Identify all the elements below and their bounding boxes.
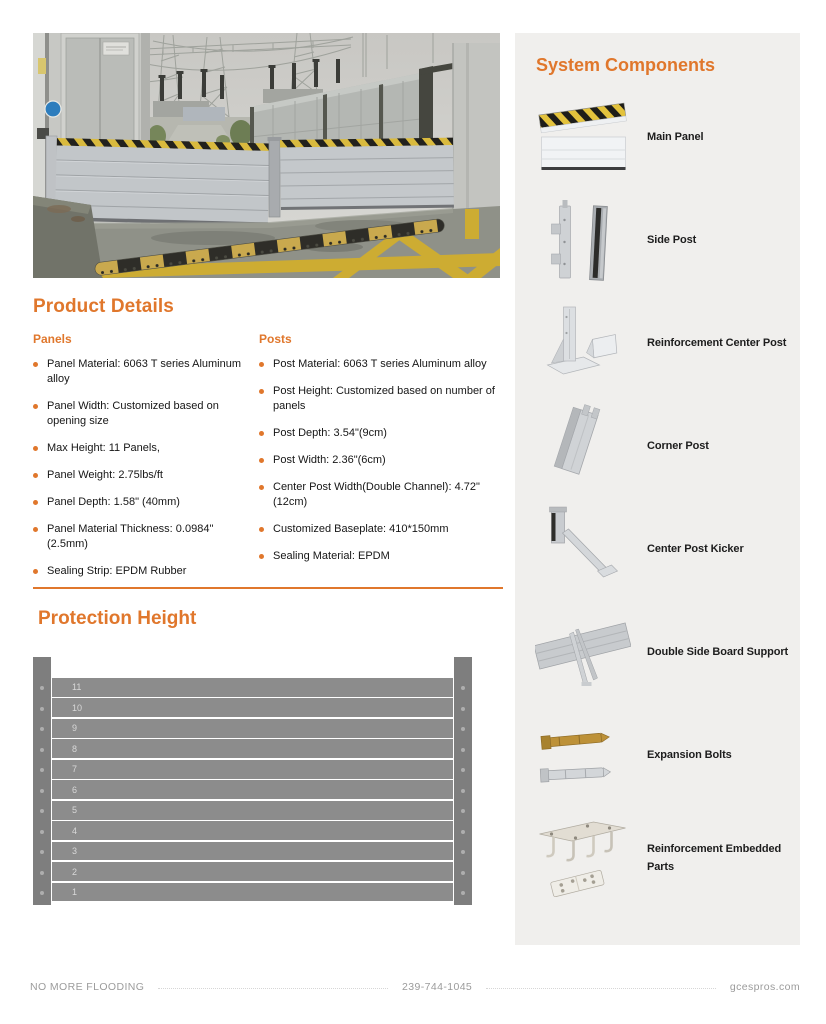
component-label: Double Side Board Support bbox=[647, 645, 789, 658]
bolt-dot-icon bbox=[461, 748, 465, 752]
bullet-dot-icon bbox=[259, 389, 264, 394]
bolt-dot-icon bbox=[40, 789, 44, 793]
component-label: Expansion Bolts bbox=[647, 748, 732, 761]
component-item bbox=[527, 189, 792, 292]
side-post-icon bbox=[535, 196, 631, 286]
bolt-dot-icon bbox=[40, 727, 44, 731]
panel-number: 6 bbox=[72, 784, 78, 795]
dot-cell bbox=[33, 740, 51, 761]
component-image bbox=[527, 811, 639, 906]
component-image bbox=[527, 399, 639, 494]
posts-heading: Posts bbox=[259, 332, 292, 346]
main-panel-icon bbox=[535, 93, 631, 183]
spec-text: Panel Material: 6063 T series Aluminum alloy bbox=[47, 358, 242, 385]
dot-cell bbox=[33, 719, 51, 740]
bolt-dot-icon bbox=[40, 809, 44, 813]
footer-phone: 239-744-1045 bbox=[401, 981, 473, 993]
bolt-dot-icon bbox=[40, 748, 44, 752]
stacked-panel bbox=[52, 760, 453, 779]
stacked-panel bbox=[52, 862, 453, 881]
diagram-right-post bbox=[454, 657, 472, 905]
bullet-dot-icon bbox=[33, 500, 38, 505]
spec-text: Customized Baseplate: 410*150mm bbox=[273, 523, 449, 535]
bullet-dot-icon bbox=[259, 485, 264, 490]
component-label: Side Post bbox=[647, 233, 697, 246]
reinforcement-embedded-parts-icon bbox=[535, 814, 631, 904]
bolt-dot-icon bbox=[461, 727, 465, 731]
dot-cell bbox=[33, 781, 51, 802]
spec-item bbox=[33, 564, 245, 579]
component-label: Corner Post bbox=[647, 439, 709, 452]
bolt-dot-icon bbox=[461, 891, 465, 895]
bolt-dot-icon bbox=[461, 850, 465, 854]
protection-height-diagram bbox=[33, 657, 472, 905]
expansion-bolts-icon bbox=[535, 711, 631, 801]
component-image bbox=[527, 708, 639, 803]
bolt-dot-icon bbox=[461, 809, 465, 813]
corner-post-icon bbox=[535, 402, 631, 492]
panel-number: 11 bbox=[72, 682, 82, 693]
bolt-dot-icon bbox=[40, 850, 44, 854]
panels-spec-list bbox=[33, 357, 245, 579]
dot-cell bbox=[454, 883, 472, 904]
installation-photo bbox=[33, 33, 500, 278]
spec-item bbox=[259, 426, 503, 441]
bullet-dot-icon bbox=[259, 431, 264, 436]
spec-text: Post Width: 2.36"(6cm) bbox=[273, 454, 386, 466]
component-item bbox=[527, 395, 792, 498]
stacked-panel bbox=[52, 883, 453, 902]
dot-cell bbox=[33, 699, 51, 720]
bullet-dot-icon bbox=[259, 362, 264, 367]
dot-cell bbox=[33, 883, 51, 904]
panel-number: 1 bbox=[72, 887, 78, 898]
bolt-dot-icon bbox=[40, 871, 44, 875]
component-image bbox=[527, 193, 639, 288]
panel-number: 10 bbox=[72, 702, 83, 713]
dot-cell bbox=[454, 801, 472, 822]
spec-text: Center Post Width(Double Channel): 4.72"(12cm) bbox=[273, 481, 480, 508]
spec-item bbox=[259, 384, 503, 414]
dot-cell bbox=[454, 740, 472, 761]
component-label: Reinforcement Embedded Parts bbox=[647, 843, 782, 873]
dot-cell bbox=[454, 842, 472, 863]
panels-column bbox=[33, 332, 245, 591]
stacked-panel bbox=[52, 719, 453, 738]
bullet-dot-icon bbox=[33, 362, 38, 367]
spec-text: Panel Material Thickness: 0.0984" (2.5mm) bbox=[47, 523, 214, 550]
spec-text: Panel Width: Customized based on opening size bbox=[47, 400, 219, 427]
spec-item bbox=[33, 399, 245, 429]
panel-number: 2 bbox=[72, 866, 78, 877]
stacked-panel bbox=[52, 739, 453, 758]
stacked-panel bbox=[52, 842, 453, 861]
bolt-dot-icon bbox=[461, 830, 465, 834]
bullet-dot-icon bbox=[33, 527, 38, 532]
spec-item bbox=[259, 480, 503, 510]
footer bbox=[30, 981, 800, 993]
component-item bbox=[527, 292, 792, 395]
spec-item bbox=[33, 495, 245, 510]
stacked-panel bbox=[52, 821, 453, 840]
reinforcement-center-post-icon bbox=[535, 299, 631, 389]
system-components-sidebar bbox=[515, 33, 800, 945]
bullet-dot-icon bbox=[33, 569, 38, 574]
spec-columns bbox=[33, 332, 503, 591]
bolt-dot-icon bbox=[40, 830, 44, 834]
dot-cell bbox=[33, 822, 51, 843]
dotted-leader bbox=[486, 988, 716, 989]
bolt-dot-icon bbox=[40, 891, 44, 895]
panel-number: 3 bbox=[72, 846, 78, 857]
dot-cell bbox=[454, 781, 472, 802]
bullet-dot-icon bbox=[33, 473, 38, 478]
posts-column bbox=[259, 332, 503, 591]
dot-cell bbox=[454, 699, 472, 720]
spec-item bbox=[33, 468, 245, 483]
spec-item bbox=[259, 549, 503, 564]
diagram-left-post bbox=[33, 657, 51, 905]
component-image bbox=[527, 502, 639, 597]
bolt-dot-icon bbox=[40, 686, 44, 690]
bolt-dot-icon bbox=[461, 707, 465, 711]
product-details-section bbox=[33, 296, 503, 591]
spec-item bbox=[33, 522, 245, 552]
spec-text: Panel Weight: 2.75lbs/ft bbox=[47, 469, 163, 481]
component-item bbox=[527, 601, 792, 704]
spec-text: Post Depth: 3.54"(9cm) bbox=[273, 427, 387, 439]
panel-number: 4 bbox=[72, 825, 78, 836]
spec-text: Sealing Material: EPDM bbox=[273, 550, 390, 562]
system-components-title: System Components bbox=[536, 55, 716, 75]
component-item bbox=[527, 704, 792, 807]
posts-spec-list bbox=[259, 357, 503, 564]
bullet-dot-icon bbox=[33, 404, 38, 409]
product-details-title: Product Details bbox=[33, 296, 174, 317]
panel-number: 8 bbox=[72, 743, 78, 754]
protection-height-title: Protection Height bbox=[38, 608, 197, 629]
dot-cell bbox=[454, 863, 472, 884]
barrier-photo-graphic bbox=[33, 33, 500, 278]
spec-text: Panel Depth: 1.58" (40mm) bbox=[47, 496, 180, 508]
bullet-dot-icon bbox=[33, 446, 38, 451]
spec-text: Sealing Strip: EPDM Rubber bbox=[47, 565, 187, 577]
components-list bbox=[515, 86, 800, 910]
dot-cell bbox=[33, 760, 51, 781]
stacked-panel bbox=[52, 678, 453, 697]
stacked-panel bbox=[52, 801, 453, 820]
spec-text: Max Height: 11 Panels, bbox=[47, 442, 160, 454]
stacked-panel bbox=[52, 780, 453, 799]
dotted-leader bbox=[158, 988, 388, 989]
dot-cell bbox=[33, 863, 51, 884]
spec-text: Post Material: 6063 T series Aluminum alloy bbox=[273, 358, 487, 370]
spec-item bbox=[259, 522, 503, 537]
component-image bbox=[527, 296, 639, 391]
bolt-dot-icon bbox=[461, 871, 465, 875]
spec-item bbox=[33, 357, 245, 387]
bolt-dot-icon bbox=[461, 686, 465, 690]
dot-cell bbox=[33, 842, 51, 863]
bullet-dot-icon bbox=[259, 527, 264, 532]
dot-cell bbox=[454, 760, 472, 781]
center-post-kicker-icon bbox=[535, 505, 631, 595]
component-label: Main Panel bbox=[647, 130, 704, 143]
dot-cell bbox=[454, 822, 472, 843]
bullet-dot-icon bbox=[259, 554, 264, 559]
panels-heading: Panels bbox=[33, 332, 72, 346]
component-item bbox=[527, 498, 792, 601]
orange-divider bbox=[33, 587, 503, 589]
dot-cell bbox=[33, 801, 51, 822]
dot-cell bbox=[454, 678, 472, 699]
bolt-dot-icon bbox=[40, 707, 44, 711]
component-image bbox=[527, 90, 639, 185]
bolt-dot-icon bbox=[40, 768, 44, 772]
spec-item bbox=[259, 453, 503, 468]
panel-number: 7 bbox=[72, 764, 78, 775]
footer-website: gcespros.com bbox=[729, 981, 801, 993]
bolt-dot-icon bbox=[461, 768, 465, 772]
double-side-board-support-icon bbox=[535, 608, 631, 698]
component-label: Reinforcement Center Post bbox=[647, 336, 787, 349]
component-image bbox=[527, 605, 639, 700]
bullet-dot-icon bbox=[259, 458, 264, 463]
component-label: Center Post Kicker bbox=[647, 542, 744, 555]
diagram-panel-stack bbox=[52, 678, 453, 903]
footer-tagline: NO MORE FLOODING bbox=[30, 981, 145, 993]
dot-cell bbox=[454, 719, 472, 740]
spec-item bbox=[259, 357, 503, 372]
dot-cell bbox=[33, 678, 51, 699]
bolt-dot-icon bbox=[461, 789, 465, 793]
component-item bbox=[527, 86, 792, 189]
spec-item bbox=[33, 441, 245, 456]
spec-text: Post Height: Customized based on number of panels bbox=[273, 385, 495, 412]
stacked-panel bbox=[52, 698, 453, 717]
panel-number: 9 bbox=[72, 723, 78, 734]
component-item bbox=[527, 807, 792, 910]
panel-number: 5 bbox=[72, 805, 78, 816]
